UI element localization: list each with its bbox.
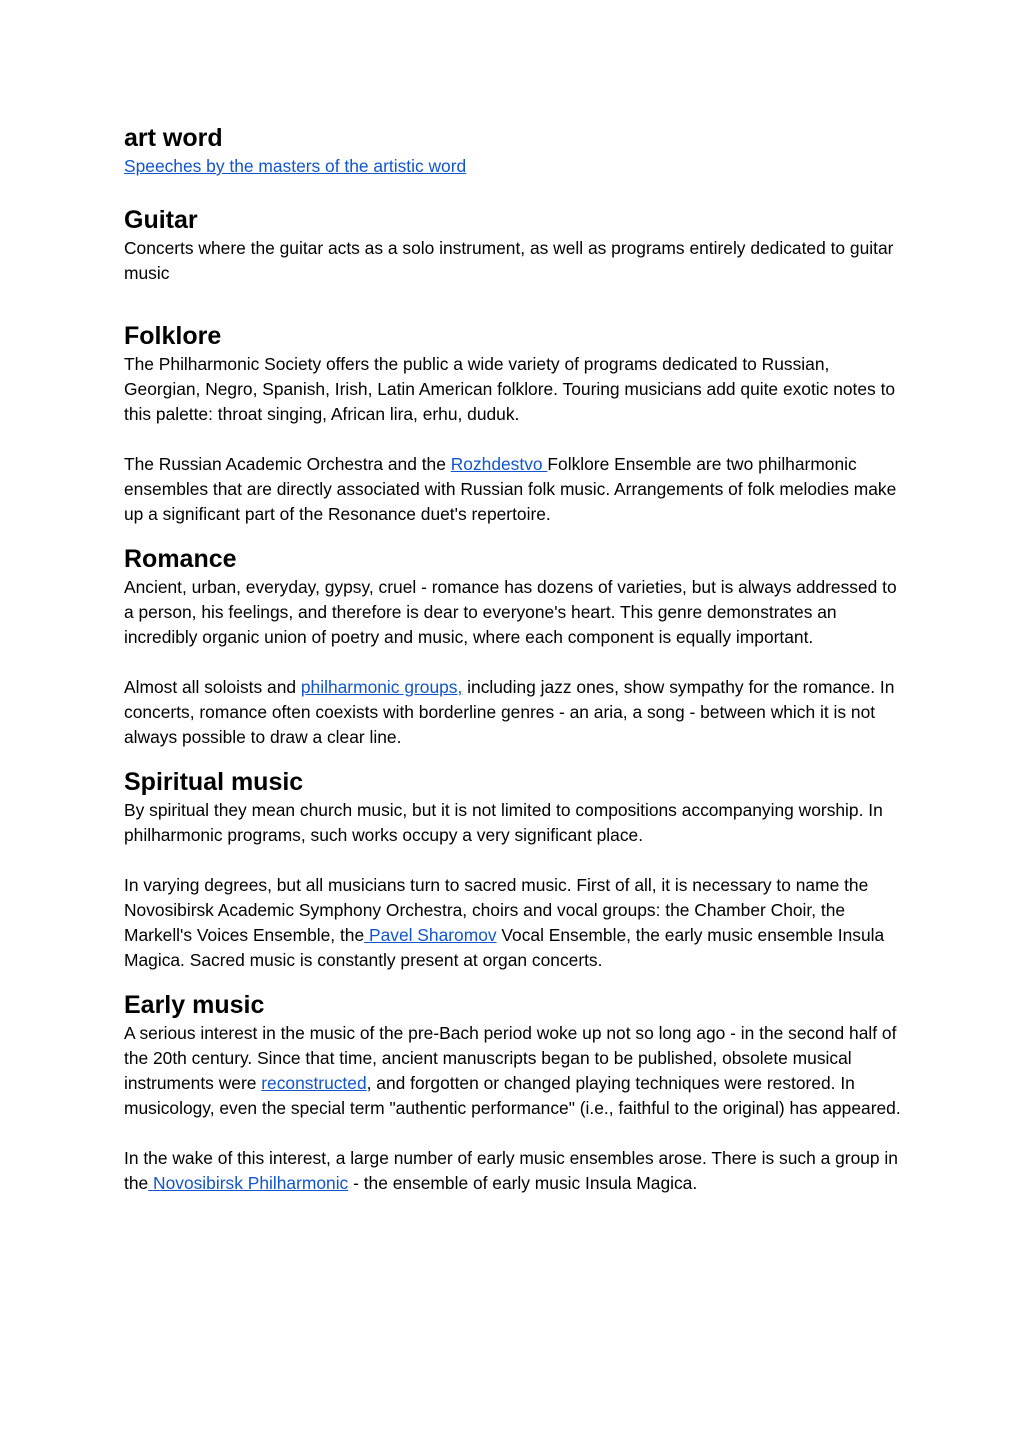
early-p2-text-before: In the wake of this interest, a large number of early music ensembles arose. There is such a group in the [124,1148,898,1193]
early-music-paragraph-1 [124,1021,904,1121]
heading-early-music: Early music [124,991,265,1019]
spiritual-p2-text-after: Vocal Ensemble, the early music ensemble Insula Magica. Sacred music is constantly present at organ concerts. [124,925,885,970]
heading-guitar: Guitar [124,206,198,234]
folklore-paragraph-1: The Philharmonic Society offers the public a wide variety of programs dedicated to Russian, Georgian, Negro, Spanish, Irish, Latin American folklore. Touring musicians add quite exotic notes to this palette: throat singing, African lira, erhu, duduk. [124,354,896,424]
heading-spiritual-music: Spiritual music [124,768,304,796]
folklore-p2-text-before: The Russian Academic Orchestra and the [124,454,451,474]
early-p1-text-before: A serious interest in the music of the pre-Bach period woke up not so long ago - in the second half of the 20th century. Since that time, ancient manuscripts began to be published, obsolete musical instruments were [124,1023,897,1093]
spiritual-paragraph-2 [124,873,904,973]
spacer [124,848,904,873]
romance-paragraph-1: Ancient, urban, everyday, gypsy, cruel - romance has dozens of varieties, but is always addressed to a person, his feelings, and therefore is dear to everyone's heart. This genre demonstrates an incredibly organic union of poetry and music, where each component is equally important. [124,577,897,647]
link-novosibirsk-philharmonic[interactable]: Novosibirsk Philharmonic [148,1173,349,1193]
romance-p2-text-after: including jazz ones, show sympathy for the romance. In concerts, romance often coexists with borderline genres - an aria, a song - between which it is not always possible to draw a clear line. [124,677,895,747]
heading-folklore: Folklore [124,322,222,350]
link-reconstructed[interactable]: reconstructed [261,1073,367,1093]
folklore-paragraph-2 [124,452,904,527]
link-rozhdestvo[interactable]: Rozhdestvo [450,454,548,474]
early-p2-text-after: - the ensemble of early music Insula Magica. [348,1173,698,1193]
spiritual-p2-text-before: In varying degrees, but all musicians turn to sacred music. First of all, it is necessary to name the Novosibirsk Academic Symphony Orchestra, choirs and vocal groups: the Chamber Choir, the Markell's Voices Ensemble, the [124,875,869,945]
spacer [124,1121,904,1146]
spacer [124,427,904,452]
link-philharmonic-groups[interactable]: philharmonic groups, [300,677,463,697]
romance-p2-text-before: Almost all soloists and [124,677,301,697]
romance-paragraph-2 [124,675,904,750]
art-word-paragraph [124,154,904,179]
link-artistic-word-speeches[interactable]: Speeches by the masters of the artistic word [124,156,467,176]
guitar-paragraph: Concerts where the guitar acts as a solo instrument, as well as programs entirely dedicated to guitar music [124,238,894,283]
link-pavel-sharomov[interactable]: Pavel Sharomov [364,925,497,945]
early-music-paragraph-2 [124,1146,904,1196]
folklore-p2-text-after: Folklore Ensemble are two philharmonic ensembles that are directly associated with Russian folk music. Arrangements of folk melodies make up a significant part of the Resonance duet's repertoire. [124,454,897,524]
spacer [124,650,904,675]
spiritual-paragraph-1: By spiritual they mean church music, but it is not limited to compositions accompanying worship. In philharmonic programs, such works occupy a very significant place. [124,800,883,845]
document-page [124,122,904,1196]
heading-art-word: art word [124,124,223,152]
heading-romance: Romance [124,545,237,573]
early-p1-text-after: , and forgotten or changed playing techniques were restored. In musicology, even the special term "authentic performance" (i.e., faithful to the original) has appeared. [124,1073,901,1118]
